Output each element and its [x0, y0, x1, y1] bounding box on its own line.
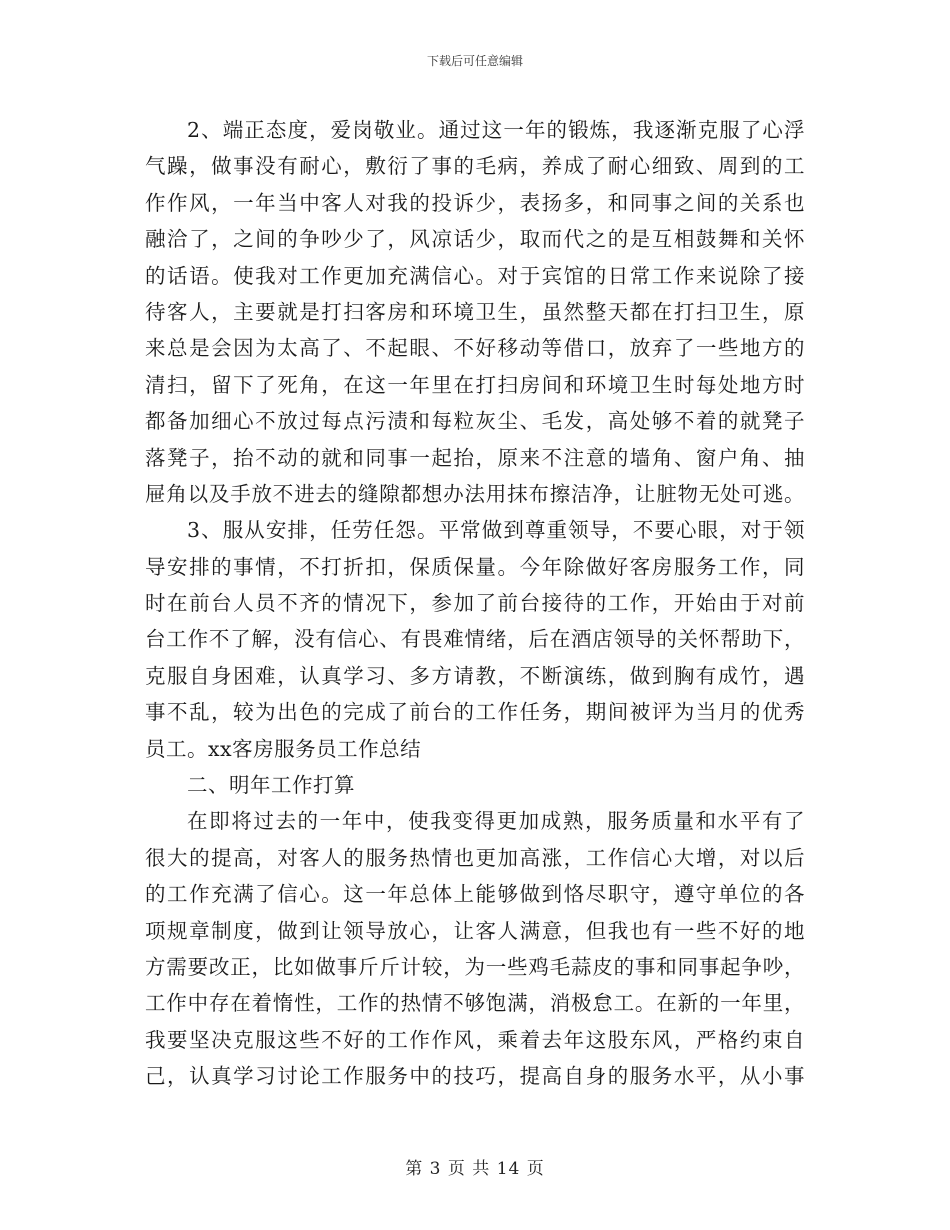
text-line: 落凳子，抬不动的就和同事一起抬，原来不注意的墙角、窗户角、抽 — [145, 445, 805, 470]
text-line: 工作中存在着惰性，工作的热情不够饱满，消极怠工。在新的一年里， — [145, 991, 805, 1016]
text-line: 事不乱，较为出色的完成了前台的工作任务，期间被评为当月的优秀 — [145, 700, 805, 725]
text-line: 二、明年工作打算 — [187, 773, 355, 798]
text-line: 待客人，主要就是打扫客房和环境卫生，虽然整天都在打扫卫生，原 — [145, 299, 805, 324]
text-line: 屉角以及手放不进去的缝隙都想办法用抹布擦洁净，让脏物无处可逃。 — [145, 481, 805, 506]
page-header: 下载后可任意编辑 — [426, 54, 523, 68]
text-line: 作作风，一年当中客人对我的投诉少，表扬多，和同事之间的关系也 — [145, 190, 805, 215]
text-line: 我要坚决克服这些不好的工作作风，乘着去年这股东风，严格约束自 — [145, 1027, 805, 1052]
text-line: 台工作不了解，没有信心、有畏难情绪，后在酒店领导的关怀帮助下， — [145, 627, 805, 652]
text-line: 的工作充满了信心。这一年总体上能够做到恪尽职守，遵守单位的各 — [145, 882, 805, 907]
text-line: 清扫，留下了死角，在这一年里在打扫房间和环境卫生时每处地方时 — [145, 372, 805, 397]
text-line: 融洽了，之间的争吵少了，风凉话少，取而代之的是互相鼓舞和关怀 — [145, 227, 805, 252]
text-line: 2、端正态度，爱岗敬业。通过这一年的锻炼，我逐渐克服了心浮 — [187, 118, 805, 142]
text-line: 时在前台人员不齐的情况下，参加了前台接待的工作，开始由于对前 — [145, 591, 805, 616]
text-line: 来总是会因为太高了、不起眼、不好移动等借口，放弃了一些地方的 — [145, 336, 805, 361]
text-line: 员工。xx客房服务员工作总结 — [145, 736, 422, 761]
text-line: 克服自身困难，认真学习、多方请教，不断演练，做到胸有成竹，遇 — [145, 663, 805, 688]
text-line: 都备加细心不放过每点污渍和每粒灰尘、毛发，高处够不着的就凳子 — [145, 409, 805, 434]
document-body — [145, 112, 805, 1095]
text-line: 3、服从安排，任劳任怨。平常做到尊重领导，不要心眼，对于领 — [187, 518, 805, 543]
text-line: 气躁，做事没有耐心，敷衍了事的毛病，养成了耐心细致、周到的工 — [145, 154, 805, 179]
text-line: 的话语。使我对工作更加充满信心。对于宾馆的日常工作来说除了接 — [145, 263, 805, 288]
page-footer: 第 3 页 共 14 页 — [405, 1159, 545, 1179]
text-line: 己，认真学习讨论工作服务中的技巧，提高自身的服务水平，从小事 — [145, 1064, 805, 1089]
text-line: 导安排的事情，不打折扣，保质保量。今年除做好客房服务工作，同 — [145, 554, 805, 579]
text-line: 项规章制度，做到让领导放心，让客人满意，但我也有一些不好的地 — [145, 918, 805, 943]
text-line: 方需要改正，比如做事斤斤计较，为一些鸡毛蒜皮的事和同事起争吵， — [145, 954, 805, 979]
text-line: 在即将过去的一年中，使我变得更加成熟，服务质量和水平有了 — [187, 809, 805, 834]
text-line: 很大的提高，对客人的服务热情也更加高涨，工作信心大增，对以后 — [145, 845, 805, 870]
